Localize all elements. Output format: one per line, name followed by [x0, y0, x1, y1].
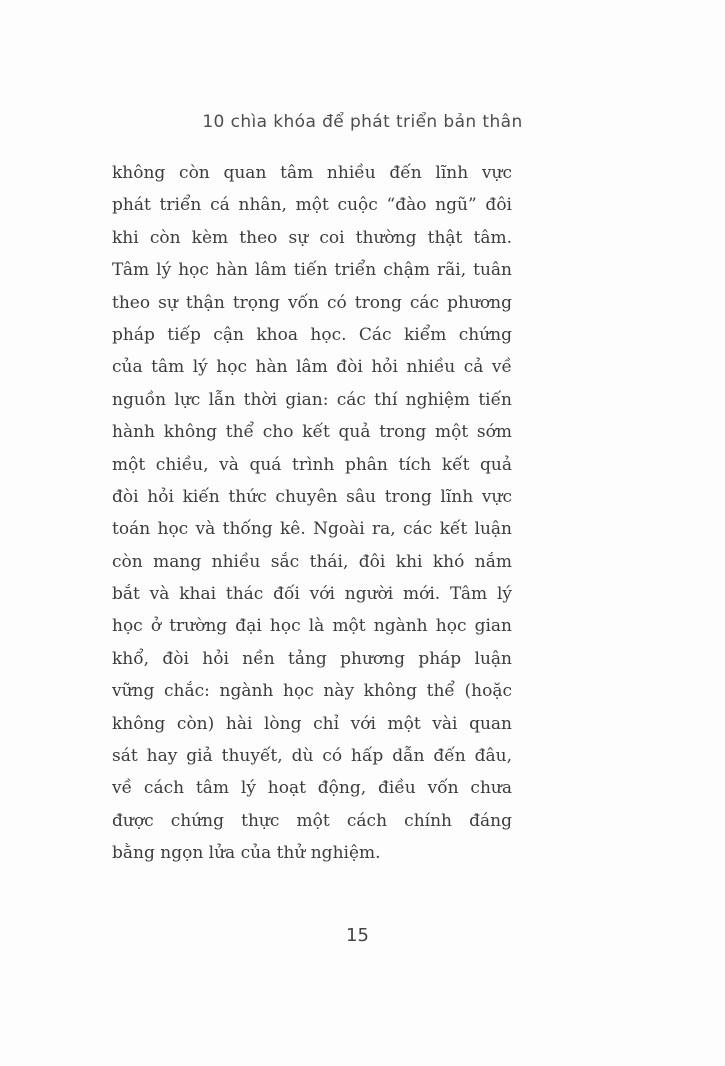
text-line: không còn) hài lòng chỉ với một vài quan — [112, 713, 512, 734]
text-line: Tâm lý học hàn lâm tiến triển chậm rãi, tuân — [112, 260, 512, 281]
text-line: bằng ngọn lửa của thử nghiệm. — [112, 843, 381, 864]
text-line: nguồn lực lẫn thời gian: các thí nghiệm tiến — [112, 389, 512, 410]
text-line: đòi hỏi kiến thức chuyên sâu trong lĩnh vực — [112, 486, 512, 507]
text-line: bắt và khai thác đối với người mới. Tâm lý — [112, 584, 512, 605]
text-line: pháp tiếp cận khoa học. Các kiểm chứng — [112, 324, 512, 345]
text-line: theo sự thận trọng vốn có trong các phương — [112, 292, 512, 313]
body-text — [112, 157, 512, 870]
text-line: phát triển cá nhân, một cuộc “đào ngũ” đôi — [112, 195, 512, 216]
text-line: còn mang nhiều sắc thái, đôi khi khó nắm — [112, 551, 512, 572]
text-line: một chiều, và quá trình phân tích kết quả — [112, 454, 512, 475]
text-line: không còn quan tâm nhiều đến lĩnh vực — [112, 163, 512, 183]
text-line: toán học và thống kê. Ngoài ra, các kết luận — [112, 519, 512, 540]
running-head: 10 chìa khóa để phát triển bản thân — [202, 112, 523, 132]
text-line: hành không thể cho kết quả trong một sớm — [112, 422, 512, 443]
text-line: sát hay giả thuyết, dù có hấp dẫn đến đâu, — [112, 746, 512, 767]
page-number: 15 — [346, 925, 369, 946]
text-line: vững chắc: ngành học này không thể (hoặc — [112, 681, 512, 702]
text-line: về cách tâm lý hoạt động, điều vốn chưa — [112, 778, 512, 799]
text-line: khi còn kèm theo sự coi thường thật tâm. — [112, 227, 512, 248]
text-line: được chứng thực một cách chính đáng — [112, 810, 512, 831]
text-line: của tâm lý học hàn lâm đòi hỏi nhiều cả về — [112, 357, 512, 378]
text-line: học ở trường đại học là một ngành học gian — [112, 616, 512, 637]
text-line: khổ, đòi hỏi nền tảng phương pháp luận — [112, 648, 512, 669]
